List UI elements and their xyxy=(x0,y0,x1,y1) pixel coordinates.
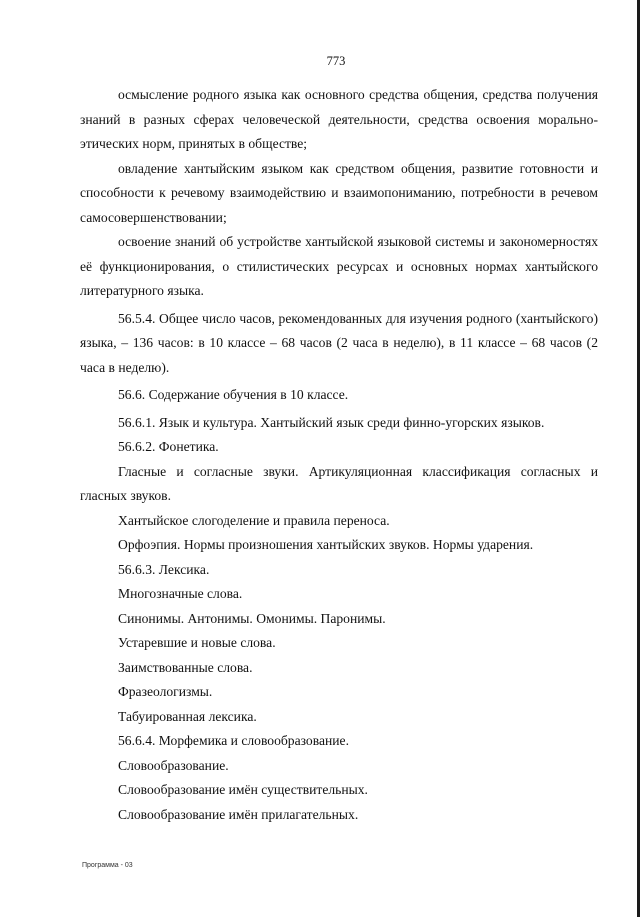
subsection-heading: 56.6.2. Фонетика. xyxy=(118,439,219,454)
list-item: Заимствованные слова. xyxy=(118,659,253,675)
list-item: Устаревшие и новые слова. xyxy=(118,635,276,650)
list-item: Словообразование имён прилагательных. xyxy=(118,806,359,822)
list-item: Фразеологизмы. xyxy=(118,684,213,699)
paragraph: освоение знаний об устройстве хантыйской языковой системы и закономерностях её функционирования, о стилистических ресурсах и основных нормах хантыйского литературного языка. xyxy=(80,234,598,298)
subsection-heading: 56.6.4. Морфемика и словообразование. xyxy=(118,733,349,748)
paragraph: 56.5.4. Общее число часов, рекомендованных для изучения родного (хантыйского) языка, – 136 часов: в 10 классе – 68 часов (2 часа в неделю), в 11 классе – 68 часов (2 часа в неделю). xyxy=(80,310,598,375)
paragraph: Хантыйское слогоделение и правила переноса. xyxy=(118,512,390,528)
list-item: Словообразование. xyxy=(118,757,229,773)
list-item: Табуированная лексика. xyxy=(118,708,257,724)
subsection-heading: 56.6.3. Лексика. xyxy=(118,561,210,577)
list-item: Словообразование имён существительных. xyxy=(118,782,368,797)
page-number: 773 xyxy=(326,54,346,68)
page-footer: Программа - 03 xyxy=(82,862,133,869)
page-body xyxy=(80,83,598,827)
subsection-heading: 56.6.1. Язык и культура. Хантыйский язык среди финно-угорских языков. xyxy=(118,414,545,430)
paragraph: овладение хантыйским языком как средством общения, развитие готовности и способности к речевому взаимодействию и взаимопониманию, потребности в речевом самосовершенствовании; xyxy=(80,160,598,225)
paragraph: Орфоэпия. Нормы произношения хантыйских звуков. Нормы ударения. xyxy=(118,537,534,552)
paragraph: осмысление родного языка как основного средства общения, средства получения знаний в разных сферах человеческой деятельности, средства освоения морально-этических норм, принятых в обществе; xyxy=(80,87,598,151)
list-item: Синонимы. Антонимы. Омонимы. Паронимы. xyxy=(118,610,386,626)
list-item: Многозначные слова. xyxy=(118,586,243,601)
paragraph: Гласные и согласные звуки. Артикуляционная классификация согласных и гласных звуков. xyxy=(80,463,598,503)
section-heading: 56.6. Содержание обучения в 10 классе. xyxy=(118,387,349,402)
